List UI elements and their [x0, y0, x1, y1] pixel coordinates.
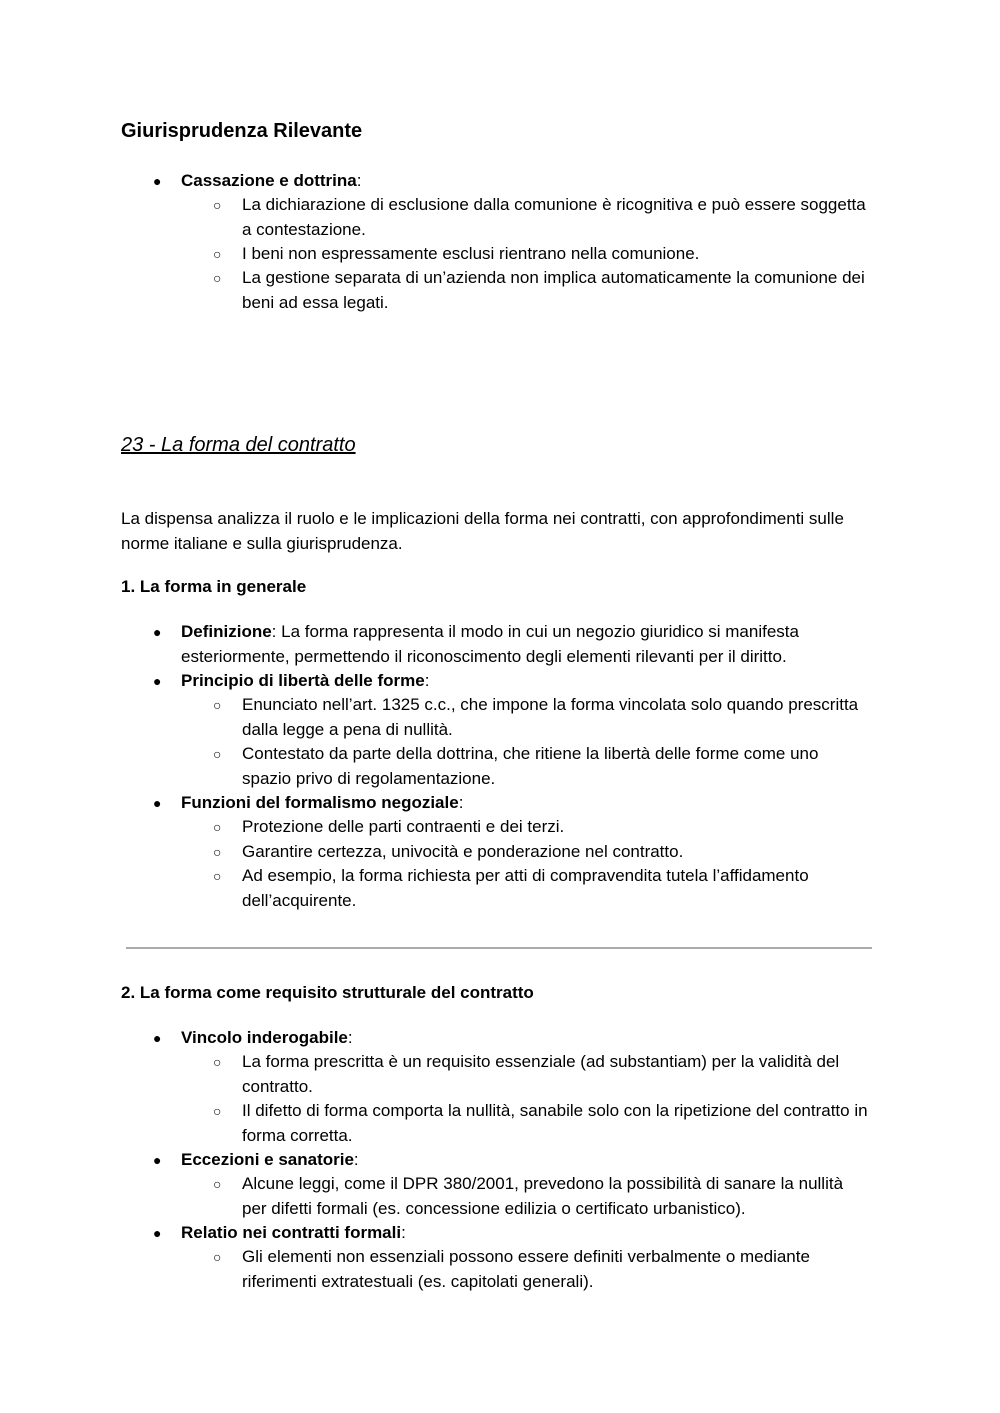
list-item-label: Eccezioni e sanatorie [181, 1150, 354, 1169]
list-item-label: Funzioni del formalismo negoziale [181, 793, 459, 812]
list-item-text: : [356, 171, 362, 190]
sub-bullet-icon: ○ [213, 1176, 222, 1192]
sub-bullet-icon: ○ [213, 746, 222, 762]
bullet-icon: ● [153, 673, 162, 689]
sub-list-item: La dichiarazione di esclusione dalla comunione è ricognitiva e può essere soggetta a contestazione. [242, 195, 866, 239]
sub-list-item: Contestato da parte della dottrina, che ritiene la libertà delle forme come uno spazio privo di regolamentazione. [242, 744, 819, 788]
sub-list-item: Garantire certezza, univocità e ponderazione nel contratto. [242, 842, 684, 861]
horizontal-divider [126, 947, 872, 949]
sub-list-item: Gli elementi non essenziali possono essere definiti verbalmente o mediante riferimenti extratestuali (es. capitolati generali). [242, 1247, 810, 1291]
sub-bullet-icon: ○ [213, 819, 222, 835]
list-item-label: Principio di libertà delle forme [181, 671, 425, 690]
sub-bullet-icon: ○ [213, 1249, 222, 1265]
list-item-text: : [401, 1223, 406, 1242]
list-item [181, 669, 871, 694]
sub-bullet-icon: ○ [213, 1103, 222, 1119]
list-item-text: : La forma rappresenta il modo in cui un negozio giuridico si manifesta esteriormente, permettendo il riconoscimento degli elementi rilevanti per il diritto. [181, 622, 799, 666]
list-item [181, 791, 871, 816]
bullet-icon: ● [153, 1225, 162, 1241]
subsection-heading: 1. La forma in generale [121, 577, 307, 596]
sub-list-item: La gestione separata di un’azienda non implica automaticamente la comunione dei beni ad essa legati. [242, 268, 865, 312]
bullet-icon: ● [153, 1152, 162, 1168]
sub-bullet-icon: ○ [213, 844, 222, 860]
sub-bullet-icon: ○ [213, 868, 222, 884]
subsection-heading: 2. La forma come requisito strutturale del contratto [121, 983, 534, 1002]
section-heading: Giurisprudenza Rilevante [121, 120, 363, 142]
intro-paragraph: La dispensa analizza il ruolo e le implicazioni della forma nei contratti, con approfondimenti sulle norme italiane e sulla giurisprudenza. [121, 509, 844, 553]
sub-bullet-icon: ○ [213, 197, 222, 213]
sub-bullet-icon: ○ [213, 270, 222, 286]
list-item-label: Vincolo inderogabile [181, 1028, 348, 1047]
list-item-text: : [458, 793, 464, 812]
list-item-label: Definizione [181, 622, 272, 641]
sub-list-item: Protezione delle parti contraenti e dei terzi. [242, 817, 565, 836]
bullet-icon: ● [153, 624, 162, 640]
sub-list-item: Alcune leggi, come il DPR 380/2001, prevedono la possibilità di sanare la nullità per difetti formali (es. concessione edilizia o certificato urbanistico). [242, 1174, 844, 1218]
bullet-icon: ● [153, 1030, 162, 1046]
bullet-icon: ● [153, 173, 162, 189]
chapter-title: 23 - La forma del contratto [121, 434, 356, 456]
list-item [181, 1221, 871, 1246]
list-item [181, 169, 871, 194]
list-item-text: : [424, 671, 430, 690]
sub-bullet-icon: ○ [213, 697, 222, 713]
sub-list-item: Il difetto di forma comporta la nullità, sanabile solo con la ripetizione del contratto in forma corretta. [242, 1101, 868, 1145]
list-item-text: : [347, 1028, 353, 1047]
list-item [181, 1026, 871, 1051]
sub-list-item: I beni non espressamente esclusi rientrano nella comunione. [242, 244, 700, 263]
sub-list-item: Ad esempio, la forma richiesta per atti di compravendita tutela l’affidamento dell’acquirente. [242, 866, 809, 910]
list-item [181, 1148, 871, 1173]
sub-bullet-icon: ○ [213, 246, 222, 262]
sub-list-item: Enunciato nell’art. 1325 c.c., che impone la forma vincolata solo quando prescritta dalla legge a pena di nullità. [242, 695, 859, 739]
list-item-text: : [353, 1150, 359, 1169]
bullet-icon: ● [153, 795, 162, 811]
sub-bullet-icon: ○ [213, 1054, 222, 1070]
list-item-label: Cassazione e dottrina [181, 171, 357, 190]
list-item [181, 620, 871, 669]
list-item-label: Relatio nei contratti formali [181, 1223, 402, 1242]
sub-list-item: La forma prescritta è un requisito essenziale (ad substantiam) per la validità del contratto. [242, 1052, 840, 1096]
